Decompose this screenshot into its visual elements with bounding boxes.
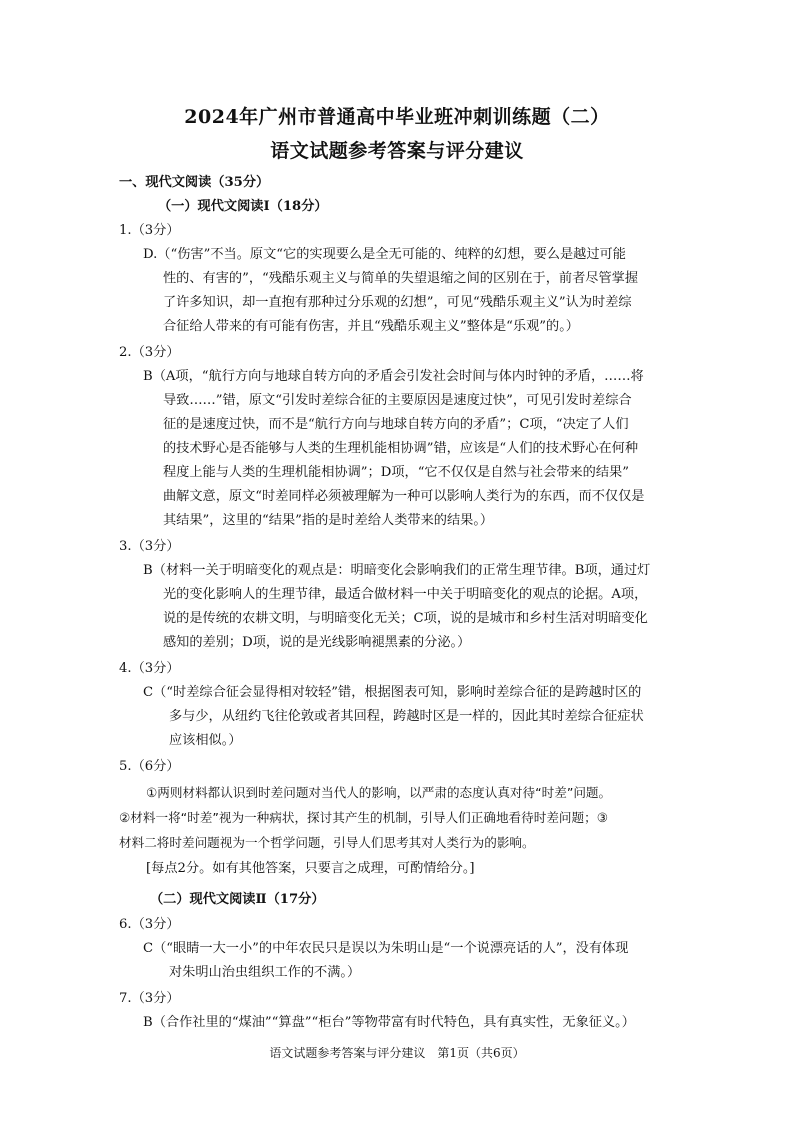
section-heading: 一、现代文阅读（35分）	[119, 175, 270, 190]
doc-subtitle: 语文试题参考答案与评分建议	[270, 140, 524, 162]
answer-line: 导致……”错，原文“引发时差综合征的主要原因是速度过快”，可见引发时差综合	[163, 393, 632, 408]
answer-line: 多与少，从纽约飞往伦敦或者其回程，跨越时区是一样的，因此其时差综合征症状	[169, 709, 644, 724]
handwritten-answer-line: ②材料一将“时差”视为一种病状，探讨其产生的机制，引导人们正确地看待时差问题；③	[119, 810, 609, 825]
subsection-heading: （一）现代文阅读Ⅰ（18分）	[158, 199, 328, 214]
answer-line: B（合作社里的“煤油”“算盘”“柜台”等物带富有时代特色，具有真实性，无象征义。）	[143, 1015, 635, 1030]
scoring-note: [每点2分。如有其他答案，只要言之成理，可酌情给分。]	[146, 861, 475, 876]
question-number: 3.（3分）	[119, 539, 180, 554]
question-number: 6.（3分）	[119, 917, 180, 932]
doc-title: 2024年广州市普通高中毕业班冲刺训练题（二）	[184, 106, 610, 128]
question-number: 4.（3分）	[119, 661, 180, 676]
answer-line: 其结果”，这里的“结果”指的是时差给人类带来的结果。）	[163, 513, 494, 528]
answer-line: 程度上能与人类的生理机能相协调”；D项，“它不仅仅是自然与社会带来的结果”	[163, 465, 629, 480]
answer-line: 对朱明山治虫组织工作的不满。）	[169, 965, 361, 980]
answer-line: 应该相似。）	[169, 733, 242, 748]
answer-line: 了许多知识，却一直抱有那种过分乐观的幻想”，可见“残酷乐观主义”认为时差综	[163, 295, 632, 310]
answer-line: 合征给人带来的有可能有伤害，并且“残酷乐观主义”整体是“乐观”的。）	[163, 319, 579, 334]
answer-line: 说的是传统的农耕文明，与明暗变化无关；C项，说的是城市和乡村生活对明暗变化	[163, 611, 648, 626]
answer-line: 曲解文意，原文“时差同样必须被理解为一种可以影响人类行为的东西，而不仅仅是	[163, 489, 645, 504]
subsection-heading: （二）现代文阅读Ⅱ（17分）	[150, 892, 325, 907]
question-number: 7.（3分）	[119, 991, 180, 1006]
question-number: 5.（6分）	[119, 759, 180, 774]
answer-line: D.（“伤害”不当。原文“它的实现要么是全无可能的、纯粹的幻想，要么是越过可能	[143, 247, 626, 262]
answer-line: 光的变化影响人的生理节律，最适合做材料一中关于明暗变化的观点的论据。A项，	[163, 587, 648, 602]
answer-line: 的技术野心是否能够与人类的生理机能相协调”错，应该是“人们的技术野心在何种	[163, 441, 639, 456]
handwritten-answer-line: ①两则材料都认识到时差问题对当代人的影响，以严肃的态度认真对待“时差”问题。	[146, 785, 612, 800]
answer-line: C（“眼睛一大一小”的中年农民只是误以为朱明山是“一个说漂亮话的人”，没有体现	[143, 941, 629, 956]
question-number: 2.（3分）	[119, 345, 180, 360]
answer-line: C（“时差综合征会显得相对较轻”错，根据图表可知，影响时差综合征的是跨越时区的	[143, 685, 642, 700]
question-number: 1.（3分）	[119, 223, 180, 238]
answer-line: B（A项，“航行方向与地球自转方向的矛盾会引发社会时间与体内时钟的矛盾，……将	[143, 369, 644, 384]
handwritten-answer-line: 材料二将时差问题视为一个哲学问题，引导人们思考其对人类行为的影响。	[119, 835, 535, 850]
answer-line: B（材料一关于明暗变化的观点是：明暗变化会影响我们的正常生理节律。B项，通过灯	[143, 563, 651, 578]
answer-line: 感知的差别；D项，说的是光线影响褪黑素的分泌。）	[163, 635, 471, 650]
page-footer: 语文试题参考答案与评分建议 第1页（共6页）	[269, 1046, 525, 1060]
answer-line: 征的是速度过快，而不是“航行方向与地球自转方向的矛盾”；C项，“决定了人们	[163, 417, 629, 432]
answer-line: 性的、有害的”，“残酷乐观主义与简单的失望退缩之间的区别在于，前者尽管掌握	[163, 271, 639, 286]
